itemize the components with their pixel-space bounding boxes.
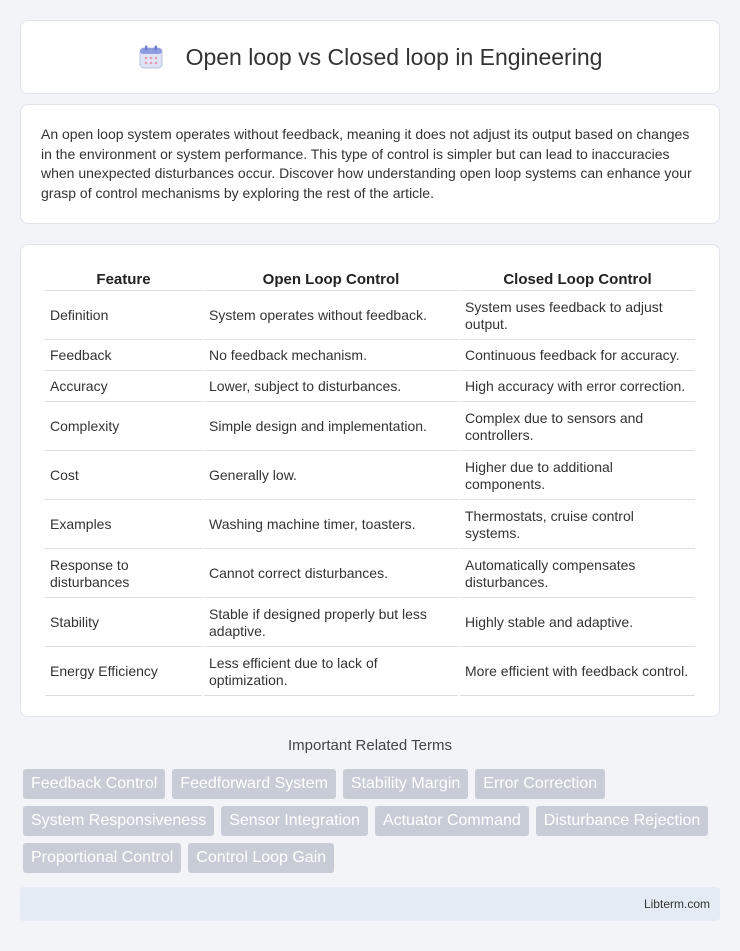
table-row bbox=[45, 600, 695, 647]
table-row bbox=[45, 649, 695, 696]
table-cell: Simple design and implementation. bbox=[204, 404, 458, 451]
table-cell: System operates without feedback. bbox=[204, 293, 458, 340]
header-feature: Feature bbox=[45, 267, 202, 291]
calendar-icon bbox=[138, 44, 164, 70]
table-cell: Automatically compensates disturbances. bbox=[460, 551, 695, 598]
term-tag[interactable]: Actuator Command bbox=[375, 806, 529, 836]
table-cell: Lower, subject to disturbances. bbox=[204, 373, 458, 402]
page-title: Open loop vs Closed loop in Engineering bbox=[185, 43, 603, 70]
table-cell: No feedback mechanism. bbox=[204, 342, 458, 371]
table-cell: More efficient with feedback control. bbox=[460, 649, 695, 696]
related-terms-list bbox=[23, 769, 723, 873]
table-cell: Cost bbox=[45, 453, 202, 500]
term-tag[interactable]: Feedforward System bbox=[172, 769, 336, 799]
title-card bbox=[20, 20, 720, 94]
table-row bbox=[45, 373, 695, 402]
table-header-row bbox=[45, 267, 695, 291]
table-row bbox=[45, 342, 695, 371]
table-cell: Less efficient due to lack of optimization. bbox=[204, 649, 458, 696]
header-closed-loop: Closed Loop Control bbox=[460, 267, 695, 291]
term-tag[interactable]: Disturbance Rejection bbox=[536, 806, 709, 836]
term-tag[interactable]: Sensor Integration bbox=[221, 806, 368, 836]
table-cell: Complexity bbox=[45, 404, 202, 451]
comparison-table bbox=[43, 265, 697, 698]
table-cell: Continuous feedback for accuracy. bbox=[460, 342, 695, 371]
table-row bbox=[45, 293, 695, 340]
table-row bbox=[45, 502, 695, 549]
footer-site-link[interactable]: Libterm.com bbox=[643, 897, 710, 911]
table-cell: Examples bbox=[45, 502, 202, 549]
table-cell: Complex due to sensors and controllers. bbox=[460, 404, 695, 451]
term-tag[interactable]: Proportional Control bbox=[23, 843, 181, 873]
intro-paragraph: An open loop system operates without feedback, meaning it does not adjust its output based on changes in the environment or system performance. This type of control is simpler but can lead to inaccuracies when unexpected disturbances occur. Discover how understanding open loop systems can enhance your grasp of control mechanisms by exploring the rest of the article. bbox=[41, 126, 692, 201]
table-cell: Cannot correct disturbances. bbox=[204, 551, 458, 598]
table-cell: Washing machine timer, toasters. bbox=[204, 502, 458, 549]
related-terms-heading: Important Related Terms bbox=[288, 737, 452, 754]
table-cell: Stability bbox=[45, 600, 202, 647]
table-cell: Response to disturbances bbox=[45, 551, 202, 598]
table-cell: Accuracy bbox=[45, 373, 202, 402]
table-row bbox=[45, 404, 695, 451]
table-cell: Feedback bbox=[45, 342, 202, 371]
table-row bbox=[45, 551, 695, 598]
term-tag[interactable]: Stability Margin bbox=[343, 769, 468, 799]
table-cell: System uses feedback to adjust output. bbox=[460, 293, 695, 340]
term-tag[interactable]: Feedback Control bbox=[23, 769, 165, 799]
table-row bbox=[45, 453, 695, 500]
term-tag[interactable]: System Responsiveness bbox=[23, 806, 214, 836]
comparison-card bbox=[20, 244, 720, 717]
table-cell: Higher due to additional components. bbox=[460, 453, 695, 500]
table-cell: Thermostats, cruise control systems. bbox=[460, 502, 695, 549]
table-cell: Definition bbox=[45, 293, 202, 340]
footer bbox=[20, 887, 720, 921]
header-open-loop: Open Loop Control bbox=[204, 267, 458, 291]
table-cell: Highly stable and adaptive. bbox=[460, 600, 695, 647]
intro-card bbox=[20, 104, 720, 224]
table-cell: Stable if designed properly but less adaptive. bbox=[204, 600, 458, 647]
term-tag[interactable]: Error Correction bbox=[475, 769, 605, 799]
table-cell: Generally low. bbox=[204, 453, 458, 500]
term-tag[interactable]: Control Loop Gain bbox=[188, 843, 334, 873]
table-cell: Energy Efficiency bbox=[45, 649, 202, 696]
table-cell: High accuracy with error correction. bbox=[460, 373, 695, 402]
